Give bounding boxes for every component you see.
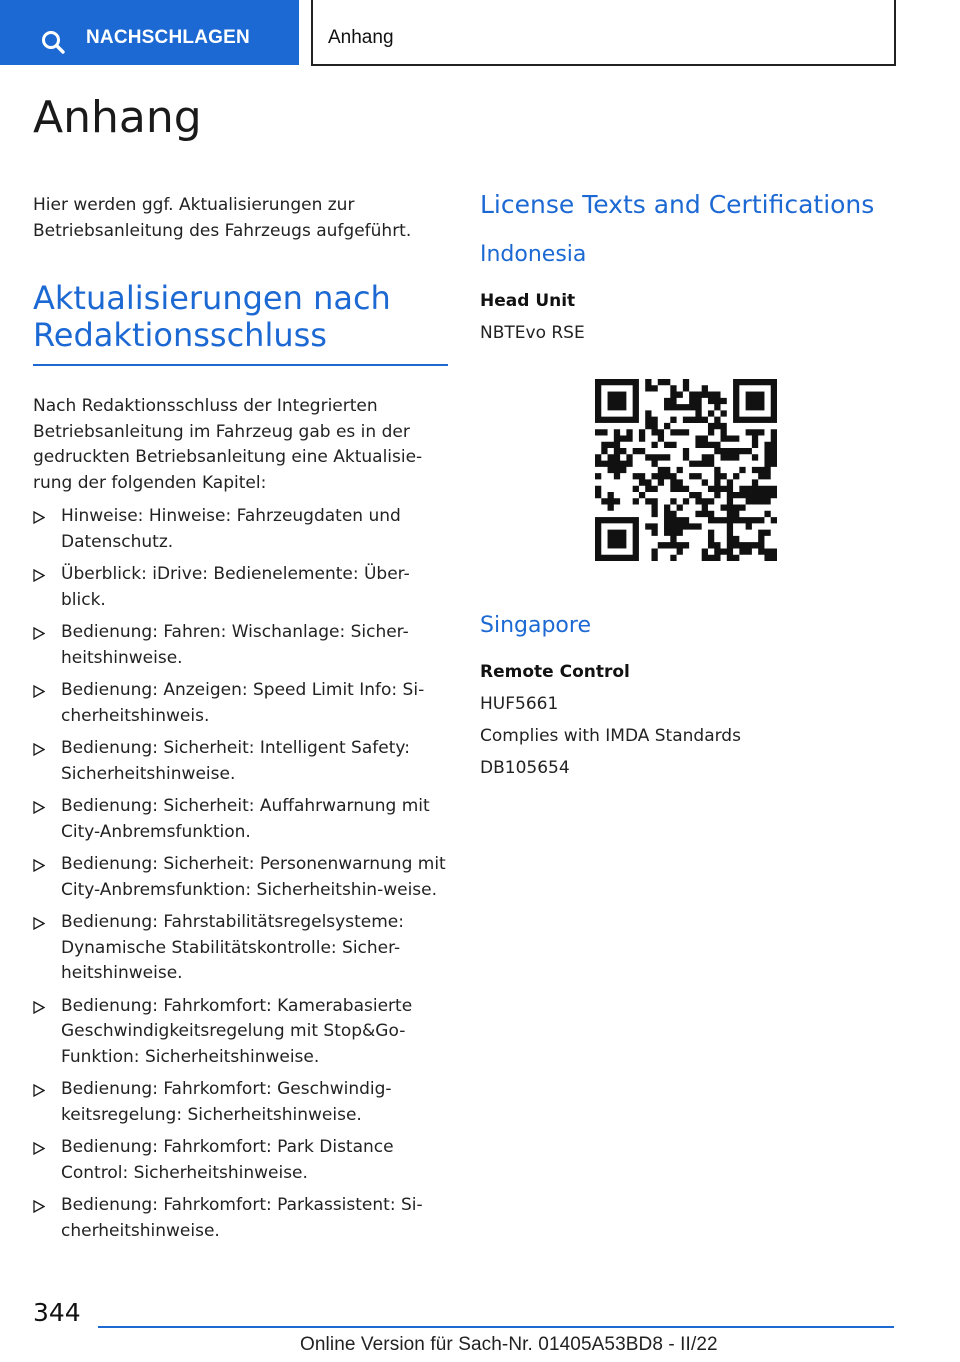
- triangle-bullet-icon: [33, 627, 45, 640]
- list-item: [33, 562, 448, 613]
- breadcrumb-label: Anhang: [328, 27, 394, 48]
- intro-text: Hier werden ggf. Aktualisierungen zur Betriebsanleitung des Fahrzeugs aufgeführt.: [33, 195, 412, 241]
- nav-label: NACHSCHLAGEN: [86, 27, 250, 48]
- qr-code-icon: [595, 379, 777, 561]
- list-item-text: Bedienung: Fahrkomfort: Park Distance Control: Sicherheitshinweise.: [61, 1137, 394, 1183]
- list-item-text: Bedienung: Sicherheit: Auffahrwarnung mit City-Anbremsfunktion.: [61, 796, 430, 842]
- list-item-text: Überblick: iDrive: Bedienelemente: Über-blick.: [61, 564, 410, 610]
- singapore-code: DB105654: [480, 758, 570, 778]
- list-item-text: Bedienung: Fahrkomfort: Kamerabasierte Geschwindigkeitsregelung mit Stop&Go-Funktion: Sicherheitshinweise.: [61, 995, 413, 1067]
- list-item-text: Hinweise: Hinweise: Fahrzeugdaten und Datenschutz.: [61, 506, 401, 552]
- heading-divider: [33, 364, 448, 366]
- list-item: [33, 794, 448, 845]
- triangle-bullet-icon: [33, 1200, 45, 1213]
- triangle-bullet-icon: [33, 511, 45, 524]
- page-title: Anhang: [33, 92, 202, 143]
- updates-paragraph: Nach Redaktionsschluss der Integrierten Betriebsanleitung im Fahrzeug gab es in der gedruckten Betriebsanleitung eine Aktualisie-rung der folgenden Kapitel:: [33, 396, 423, 493]
- triangle-bullet-icon: [33, 1084, 45, 1097]
- list-item: [33, 678, 448, 729]
- list-item: [33, 1135, 448, 1186]
- list-item-text: Bedienung: Anzeigen: Speed Limit Info: Si-cherheitshinweis.: [61, 680, 425, 726]
- list-item: [33, 994, 448, 1071]
- triangle-bullet-icon: [33, 1001, 45, 1014]
- qr-code-image: [595, 379, 777, 561]
- list-item: [33, 852, 448, 903]
- list-item-text: Bedienung: Fahren: Wischanlage: Sicher-heitshinweise.: [61, 622, 409, 668]
- breadcrumb: [311, 0, 896, 66]
- list-item: [33, 910, 448, 987]
- triangle-bullet-icon: [33, 859, 45, 872]
- page-number: 344: [33, 1298, 81, 1327]
- triangle-bullet-icon: [33, 801, 45, 814]
- right-column: [480, 188, 900, 781]
- list-item: [33, 1077, 448, 1128]
- indonesia-model: NBTEvo RSE: [480, 323, 585, 343]
- left-column: [33, 192, 448, 1251]
- triangle-bullet-icon: [33, 569, 45, 582]
- list-item: [33, 504, 448, 555]
- list-item: [33, 620, 448, 671]
- list-item-text: Bedienung: Fahrkomfort: Parkassistent: Si-cherheitshinweise.: [61, 1195, 423, 1241]
- list-item-text: Bedienung: Fahrkomfort: Geschwindig-keitsregelung: Sicherheitshinweise.: [61, 1079, 392, 1125]
- indonesia-heading: Indonesia: [480, 242, 587, 267]
- triangle-bullet-icon: [33, 685, 45, 698]
- singapore-heading: Singapore: [480, 613, 591, 638]
- list-item-text: Bedienung: Fahrstabilitätsregelsysteme: Dynamische Stabilitätskontrolle: Sicher-heitshinweise.: [61, 912, 404, 983]
- search-icon: [40, 29, 66, 55]
- license-heading: License Texts and Certifications: [480, 190, 875, 219]
- nachschlagen-button[interactable]: [0, 0, 299, 65]
- triangle-bullet-icon: [33, 743, 45, 756]
- list-item: [33, 736, 448, 787]
- triangle-bullet-icon: [33, 1142, 45, 1155]
- list-item: [33, 1193, 448, 1244]
- updates-heading: Aktualisierungen nach Redaktionsschluss: [33, 279, 391, 354]
- updates-list: [33, 504, 448, 1244]
- triangle-bullet-icon: [33, 917, 45, 930]
- footer-divider: [98, 1326, 894, 1328]
- list-item-text: Bedienung: Sicherheit: Personenwarnung mit City-Anbremsfunktion: Sicherheitshin-weise.: [61, 854, 446, 900]
- singapore-model: HUF5661: [480, 694, 559, 714]
- singapore-compliance: Complies with IMDA Standards: [480, 726, 741, 746]
- online-version-link[interactable]: Online Version für Sach-Nr. 01405A53BD8 - II/22: [300, 1334, 718, 1355]
- indonesia-device: Head Unit: [480, 291, 576, 311]
- top-bar: [0, 0, 960, 66]
- list-item-text: Bedienung: Sicherheit: Intelligent Safety: Sicherheitshinweise.: [61, 738, 410, 784]
- singapore-device: Remote Control: [480, 662, 630, 682]
